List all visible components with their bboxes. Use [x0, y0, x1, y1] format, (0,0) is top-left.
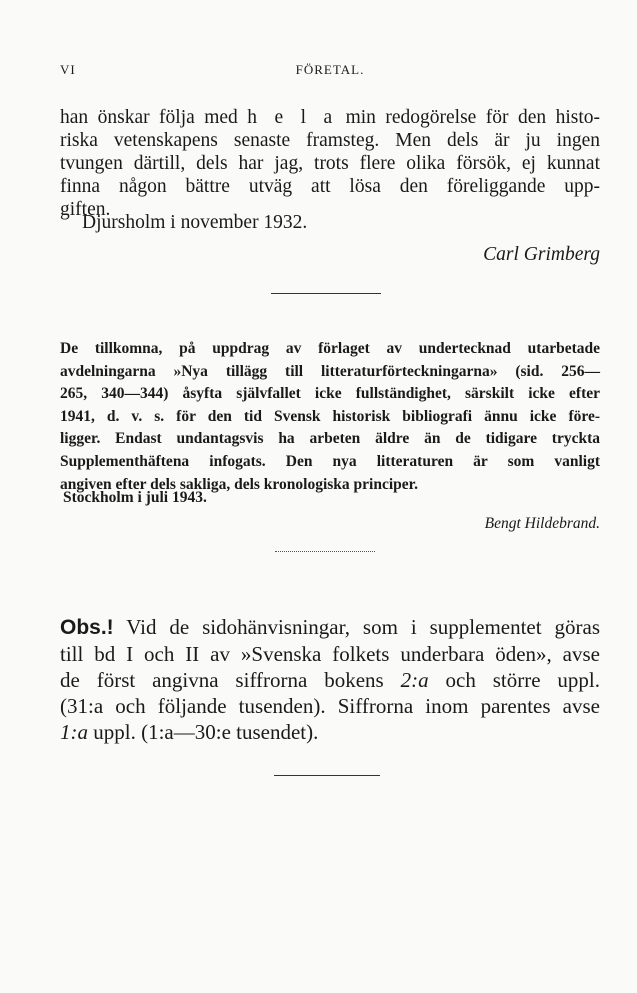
divider-rule [271, 293, 381, 294]
text-line: De tillkomna, på uppdrag av förlaget av undertecknad utarbetade [60, 340, 600, 357]
place-date-1: Djursholm i november 1932. [82, 212, 308, 233]
text-line: Obs.! Vid de sidohänvisningar, som i supplementet göras [60, 615, 600, 639]
preface-paragraph-2 [60, 338, 600, 496]
divider-rule [274, 775, 380, 776]
divider-rule [275, 551, 375, 552]
signature-1: Carl Grimberg [483, 244, 600, 265]
text-line: ligger. Endast undantagsvis ha arbeten äldre än de tidigare tryckta [60, 430, 600, 448]
running-title: FÖRETAL. [295, 62, 365, 77]
page-header [60, 62, 600, 82]
text-line: till bd I och II av »Svenska folkets underbara öden», avse [60, 642, 600, 666]
note-label: Obs.! [60, 616, 114, 639]
preface-paragraph-1 [60, 106, 600, 221]
text-line: Supplementhäftena infogats. Den nya litteraturen är som vanligt [60, 452, 600, 470]
page-number: VI [60, 62, 76, 77]
text-line: finna någon bättre utväg att lösa den föreliggande upp- [60, 176, 600, 197]
text-line: de först angivna siffrorna bokens 2:a och större uppl. [60, 668, 600, 692]
text-line: han önskar följa med h e l a min redogörelse för den histo- [60, 107, 601, 128]
text-line: giften. [60, 199, 111, 220]
text-line: tvungen därtill, dels har jag, trots flere olika försök, ej kunnat [60, 153, 600, 174]
edition-ref: 2:a [400, 668, 429, 692]
book-page [60, 0, 600, 993]
text-line: 265, 340—344) åsyfta självfallet icke fullständighet, särskilt icke efter [60, 385, 600, 403]
text-line: riska vetenskapens senaste framsteg. Men dels är ju ingen [60, 130, 600, 151]
edition-ref: 1:a [60, 720, 88, 744]
emphasized-word: h e l a [247, 107, 337, 128]
note-paragraph [60, 614, 600, 745]
text-line: (31:a och följande tusenden). Siffrorna inom parentes avse [60, 694, 600, 718]
place-date-2: Stockholm i juli 1943. [63, 489, 207, 506]
signature-2: Bengt Hildebrand. [484, 515, 600, 532]
text-line: avdelningarna »Nya tillägg till litteraturförteckningarna» (sid. 256— [60, 362, 600, 380]
text-line: 1:a uppl. (1:a—30:e tusendet). [60, 720, 319, 744]
text-line: 1941, d. v. s. för den tid Svensk historisk bibliografi ännu icke före- [60, 407, 600, 425]
text-line: angiven efter dels sakliga, dels kronologiska principer. [60, 475, 418, 493]
